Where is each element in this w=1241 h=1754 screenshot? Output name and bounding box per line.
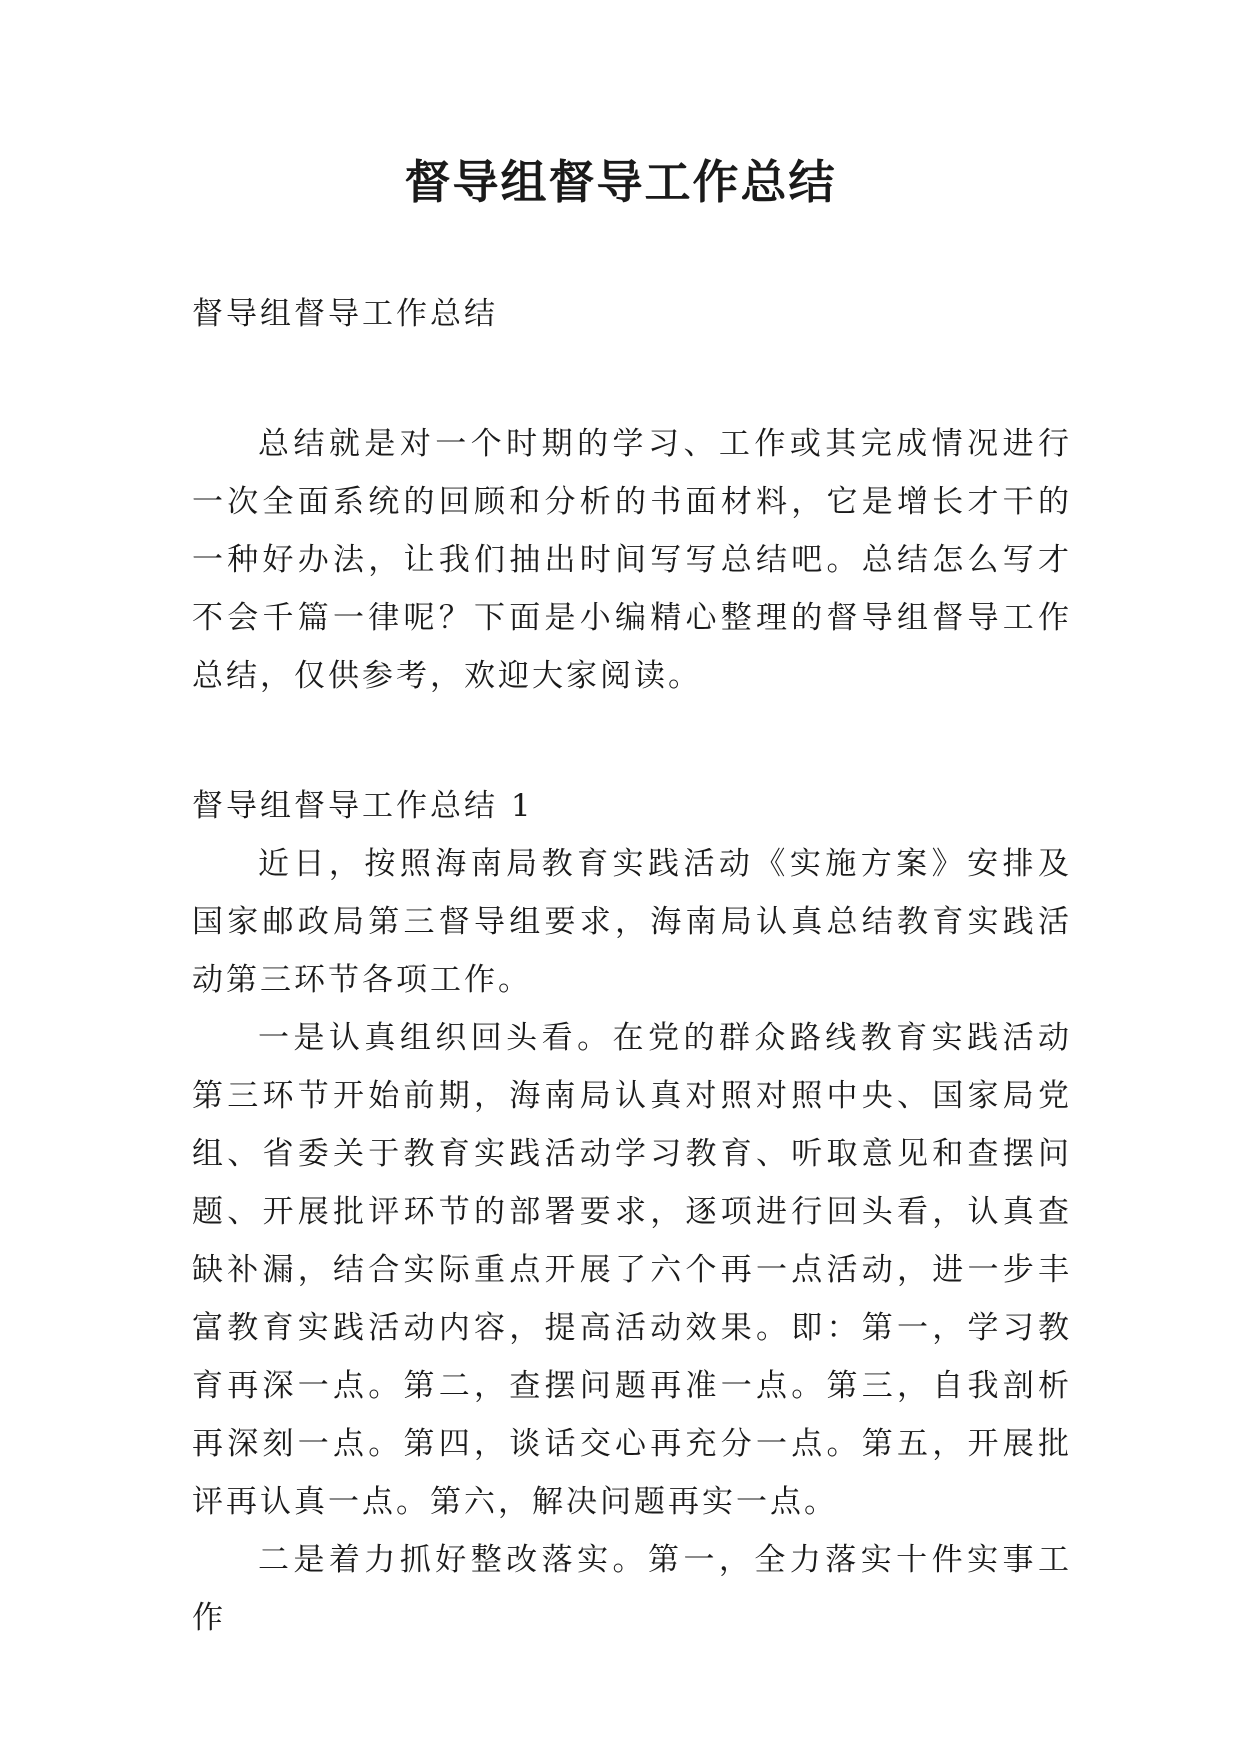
intro-paragraph: 总结就是对一个时期的学习、工作或其完成情况进行一次全面系统的回顾和分析的书面材料，它是增长才干的一种好办法，让我们抽出时间写写总结吧。总结怎么写才不会千篇一律呢？下面是小编精心整理的督导组督导工作总结，仅供参考，欢迎大家阅读。 [192,426,1072,694]
body-paragraph-3: 二是着力抓好整改落实。第一，全力落实十件实事工作 [192,1542,1072,1636]
section-heading: 督导组督导工作总结 1 [192,788,534,824]
document-subtitle: 督导组督导工作总结 [192,296,498,332]
body-paragraph-2: 一是认真组织回头看。在党的群众路线教育实践活动第三环节开始前期，海南局认真对照对照中央、国家局党组、省委关于教育实践活动学习教育、听取意见和查摆问题、开展批评环节的部署要求，逐项进行回头看，认真查缺补漏，结合实际重点开展了六个再一点活动，进一步丰富教育实践活动内容，提高活动效果。即：第一，学习教育再深一点。第二，查摆问题再准一点。第三，自我剖析再深刻一点。第四，谈话交心再充分一点。第五，开展批评再认真一点。第六，解决问题再实一点。 [192,1020,1072,1520]
document-body [192,285,1072,1647]
document-title: 督导组督导工作总结 [404,155,837,209]
body-paragraph-1: 近日，按照海南局教育实践活动《实施方案》安排及国家邮政局第三督导组要求，海南局认真总结教育实践活动第三环节各项工作。 [192,846,1072,998]
